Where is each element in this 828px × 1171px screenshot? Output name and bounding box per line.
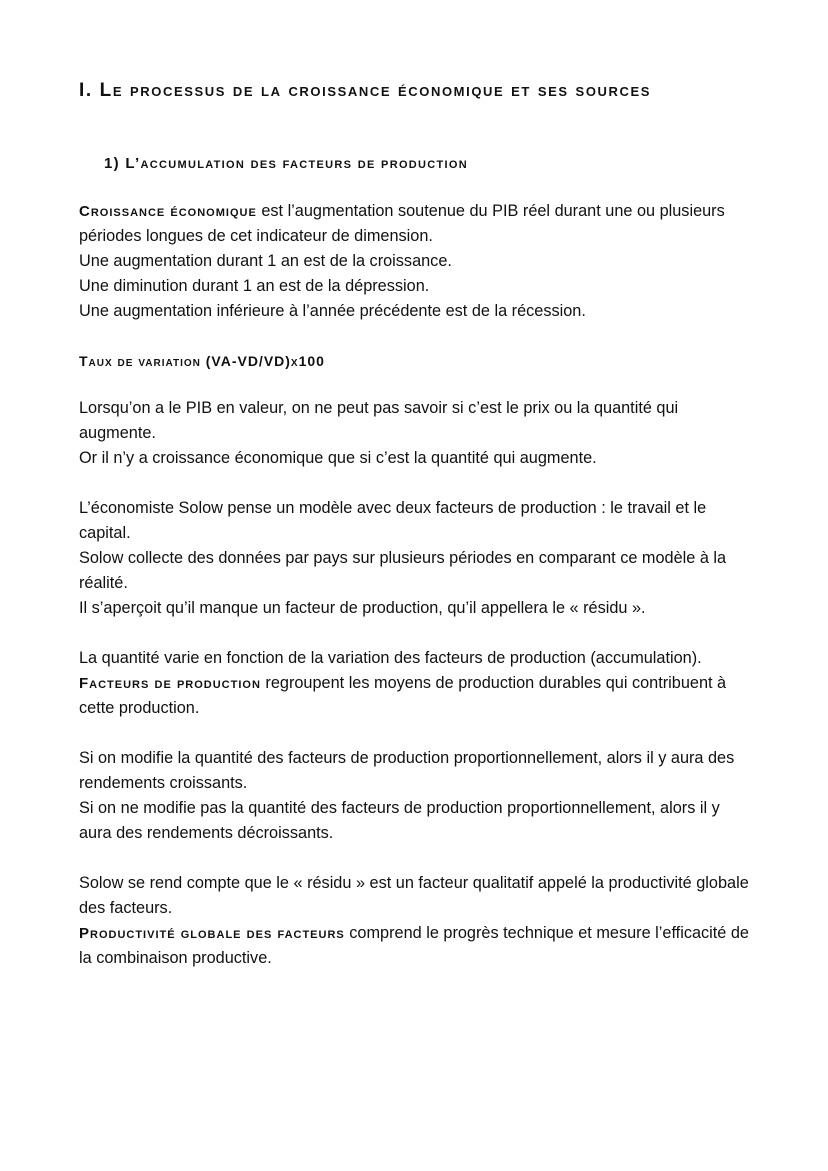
paragraph-croissance: Croissance économique est l’augmentation soutenue du PIB réel durant une ou plusieurs périodes longues de cet indicateur de dimension. Une augmentation durant 1 an est de la croissance. Une diminution durant 1 an est de la dépression. Une augmentation inférieure à l’année précédente est de la récession. (79, 202, 725, 320)
section-title: I. Le processus de la croissance économique et ses sources (79, 80, 652, 101)
term: Facteurs de production (79, 675, 261, 692)
term: Productivité globale des facteurs (79, 925, 345, 942)
paragraph-rendements: Si on modifie la quantité des facteurs de production proportionnellement, alors il y aura des rendements croissants. Si on ne modifie pas la quantité des facteurs de production proportionnellement, alors il y aura des rendements décroissants. (79, 749, 735, 842)
paragraph-solow: L’économiste Solow pense un modèle avec deux facteurs de production : le travail et le capital. Solow collecte des données par pays sur plusieurs périodes en comparant ce modèle à la réalité. Il s’aperçoit qu’il manque un facteur de production, qu’il appellera le « résidu ». (79, 499, 727, 617)
document-body (79, 199, 755, 996)
subsection-title: 1) L’accumulation des facteurs de production (104, 155, 469, 172)
paragraph-facteurs: La quantité varie en fonction de la variation des facteurs de production (accumulation). Facteurs de production regroupent les moyens de production durables qui contribuent à cette production. (79, 649, 727, 717)
paragraph-pgf: Solow se rend compte que le « résidu » est un facteur qualitatif appelé la productivité globale des facteurs. Productivité globale des facteurs comprend le progrès technique et mesure l’efficacité de la combinaison productive. (79, 874, 749, 967)
taux-heading: Taux de variation (VA-VD/VD)x100 (79, 353, 325, 369)
term: Croissance économique (79, 203, 257, 220)
paragraph-pib: Lorsqu’on a le PIB en valeur, on ne peut pas savoir si c’est le prix ou la quantité qui augmente. Or il n’y a croissance économique que si c’est la quantité qui augmente. (79, 399, 679, 467)
